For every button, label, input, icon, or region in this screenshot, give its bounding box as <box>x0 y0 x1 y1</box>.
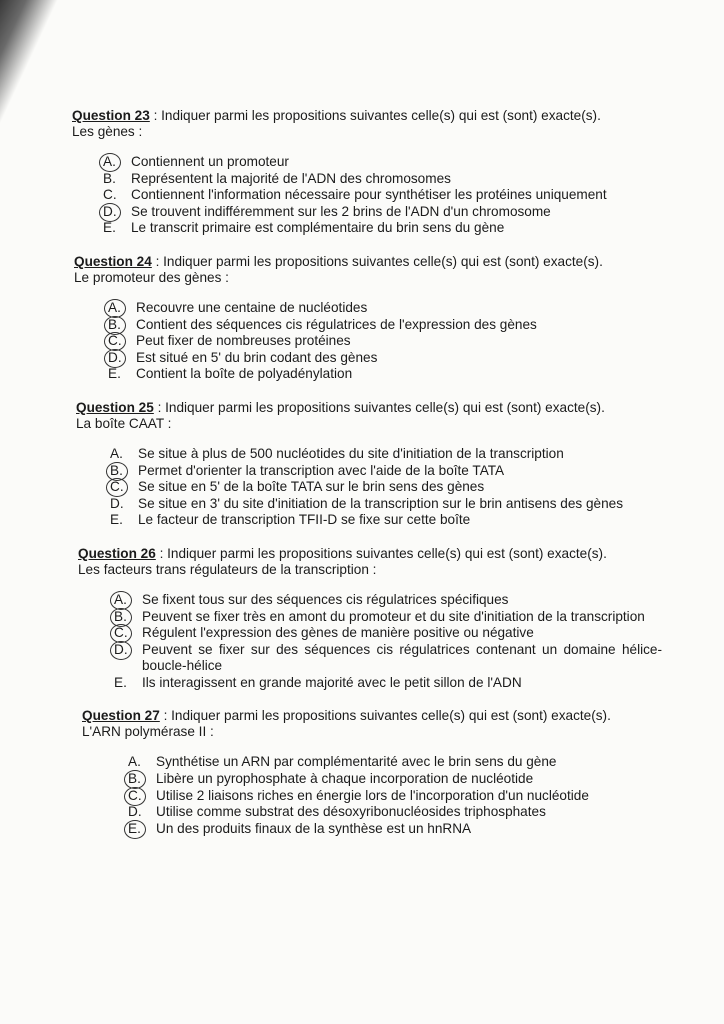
handwritten-circle-mark <box>104 349 126 368</box>
question-stem: Le promoteur des gènes : <box>74 269 229 285</box>
option-text: Est situé en 5' du brin codant des gènes <box>136 349 378 365</box>
question-stem: Les facteurs trans régulateurs de la transcription : <box>78 561 377 577</box>
option-letter-text: B. <box>114 608 127 624</box>
option-text: Contient des séquences cis régulatrices de l'expression des gènes <box>136 316 537 332</box>
option-letter-text: D. <box>108 349 122 365</box>
answer-option <box>108 350 662 367</box>
question-26 <box>78 546 662 692</box>
option-text: Se situe en 3' du site d'initiation de la transcription sur le brin antisens des gènes <box>138 495 624 511</box>
option-letter-text: A. <box>103 154 116 169</box>
option-letter <box>103 154 131 171</box>
option-text: Contiennent l'information nécessaire pour synthétiser les protéines uniquement <box>131 187 607 203</box>
handwritten-circle-mark <box>124 787 146 806</box>
option-letter <box>103 204 131 221</box>
answer-option <box>110 463 662 480</box>
option-letter <box>103 171 131 188</box>
answer-options <box>108 300 662 383</box>
question-label: Question 23 <box>72 108 150 123</box>
option-letter <box>110 479 138 496</box>
answer-options <box>110 446 662 529</box>
question-23 <box>72 108 662 237</box>
option-letter-text: E. <box>128 820 141 836</box>
answer-option <box>108 317 662 334</box>
option-letter-text: A. <box>114 591 127 607</box>
answer-option <box>110 496 662 513</box>
handwritten-circle-mark <box>99 203 121 222</box>
answer-option <box>128 804 662 821</box>
option-text: Synthétise un ARN par complémentarité avec le brin sens du gène <box>156 754 557 770</box>
question-instruction: : Indiquer parmi les propositions suivantes celle(s) qui est (sont) exacte(s). <box>159 708 611 724</box>
option-letter <box>108 333 136 350</box>
option-letter-text: D. <box>114 641 128 657</box>
option-text: Peuvent se fixer sur des séquences cis régulatrices contenant un domaine hélice-boucle-hélice <box>142 641 662 674</box>
question-instruction: : Indiquer parmi les propositions suivantes celle(s) qui est (sont) exacte(s). <box>149 108 601 123</box>
option-text: Utilise 2 liaisons riches en énergie lors de l'incorporation d'un nucléotide <box>156 787 589 803</box>
answer-option <box>128 754 662 771</box>
option-text: Peuvent se fixer très en amont du promoteur et du site d'initiation de la transcription <box>142 608 645 624</box>
answer-option <box>110 512 662 529</box>
answer-option <box>103 187 662 204</box>
option-letter-text: B. <box>108 316 121 332</box>
option-letter-text: E. <box>114 674 127 690</box>
option-letter-text: D. <box>128 804 142 820</box>
option-text: Se trouvent indifféremment sur les 2 brins de l'ADN d'un chromosome <box>131 203 551 219</box>
option-letter <box>108 300 136 317</box>
answer-option <box>103 171 662 188</box>
question-label: Question 24 <box>74 253 152 269</box>
option-letter <box>128 821 156 838</box>
option-letter-text: A. <box>128 754 141 770</box>
answer-option <box>114 642 662 675</box>
option-letter <box>110 446 138 463</box>
option-letter <box>114 642 142 675</box>
answer-option <box>103 204 662 221</box>
answer-option <box>114 625 662 642</box>
option-letter-text: A. <box>108 299 121 315</box>
option-letter-text: E. <box>103 220 116 236</box>
question-instruction: : Indiquer parmi les propositions suivantes celle(s) qui est (sont) exacte(s). <box>155 545 607 561</box>
answer-option <box>128 771 662 788</box>
answer-option <box>114 609 662 626</box>
option-letter-text: C. <box>128 787 142 803</box>
handwritten-circle-mark <box>106 478 128 497</box>
option-letter-text: A. <box>110 445 123 461</box>
answer-option <box>114 592 662 609</box>
option-letter-text: E. <box>110 512 123 528</box>
answer-option <box>108 366 662 383</box>
option-text: Le transcrit primaire est complémentaire du brin sens du gène <box>131 220 505 236</box>
option-letter-text: C. <box>114 625 128 641</box>
question-27 <box>82 708 662 837</box>
answer-option <box>110 479 662 496</box>
option-letter-text: B. <box>103 170 116 186</box>
answer-option <box>114 675 662 692</box>
answer-option <box>128 821 662 838</box>
option-text: Recouvre une centaine de nucléotides <box>136 299 368 315</box>
question-label: Question 26 <box>78 545 156 561</box>
answer-option <box>103 220 662 237</box>
option-letter <box>108 350 136 367</box>
option-text: Contient la boîte de polyadénylation <box>136 366 353 382</box>
option-letter-text: C. <box>108 333 122 349</box>
question-label: Question 27 <box>82 708 160 724</box>
option-letter <box>128 804 156 821</box>
option-letter-text: B. <box>110 462 123 478</box>
handwritten-circle-mark <box>110 641 132 660</box>
option-letter-text: B. <box>128 771 141 787</box>
option-text: Se fixent tous sur des séquences cis régulatrices spécifiques <box>142 591 509 607</box>
answer-option <box>103 154 662 171</box>
option-text: Représentent la majorité de l'ADN des chromosomes <box>131 170 451 186</box>
question-heading <box>78 546 662 562</box>
answer-option <box>108 333 662 350</box>
handwritten-circle-mark <box>124 820 146 839</box>
answer-options <box>103 154 662 237</box>
handwritten-circle-mark <box>99 153 121 172</box>
question-stem: L'ARN polymérase II : <box>82 724 214 740</box>
answer-options <box>114 592 662 692</box>
option-letter-text: C. <box>110 479 124 495</box>
option-letter-text: E. <box>108 366 121 382</box>
question-24 <box>74 254 662 383</box>
answer-option <box>128 788 662 805</box>
scan-shadow-edge <box>0 0 70 160</box>
question-instruction: : Indiquer parmi les propositions suivantes celle(s) qui est (sont) exacte(s). <box>151 253 603 269</box>
question-heading <box>76 400 662 416</box>
question-heading <box>72 108 662 124</box>
exam-page <box>72 108 662 854</box>
option-letter-text: D. <box>103 203 117 219</box>
option-letter <box>110 463 138 480</box>
option-letter <box>108 317 136 334</box>
question-heading <box>82 708 662 724</box>
question-instruction: : Indiquer parmi les propositions suivantes celle(s) qui est (sont) exacte(s). <box>153 399 605 415</box>
question-heading <box>74 254 662 270</box>
option-letter <box>128 754 156 771</box>
option-letter <box>110 496 138 513</box>
option-text: Se situe en 5' de la boîte TATA sur le brin sens des gènes <box>138 479 485 495</box>
option-letter <box>128 771 156 788</box>
option-text: Peut fixer de nombreuses protéines <box>136 333 351 349</box>
option-letter <box>128 788 156 805</box>
option-text: Le facteur de transcription TFII-D se fixe sur cette boîte <box>138 512 471 528</box>
option-text: Un des produits finaux de la synthèse est un hnRNA <box>156 820 472 836</box>
option-letter <box>110 512 138 529</box>
option-letter <box>114 625 142 642</box>
option-text: Se situe à plus de 500 nucléotides du site d'initiation de la transcription <box>138 445 564 461</box>
option-letter <box>103 187 131 204</box>
option-text: Libère un pyrophosphate à chaque incorporation de nucléotide <box>156 771 534 787</box>
answer-options <box>128 754 662 837</box>
option-text: Ils interagissent en grande majorité avec le petit sillon de l'ADN <box>142 674 522 690</box>
option-text: Utilise comme substrat des désoxyribonucléosides triphosphates <box>156 804 546 820</box>
option-letter-text: D. <box>110 495 124 511</box>
question-stem: La boîte CAAT : <box>76 415 172 431</box>
question-stem: Les gènes : <box>72 124 143 139</box>
option-text: Contiennent un promoteur <box>131 154 289 169</box>
question-label: Question 25 <box>76 399 154 415</box>
question-25 <box>76 400 662 529</box>
option-letter <box>114 609 142 626</box>
option-letter <box>114 592 142 609</box>
option-text: Permet d'orienter la transcription avec l'aide de la boîte TATA <box>138 462 505 478</box>
option-letter <box>114 675 142 692</box>
option-letter <box>103 220 131 237</box>
answer-option <box>110 446 662 463</box>
answer-option <box>108 300 662 317</box>
option-letter <box>108 366 136 383</box>
option-text: Régulent l'expression des gènes de manière positive ou négative <box>142 625 534 641</box>
option-letter-text: C. <box>103 187 117 203</box>
